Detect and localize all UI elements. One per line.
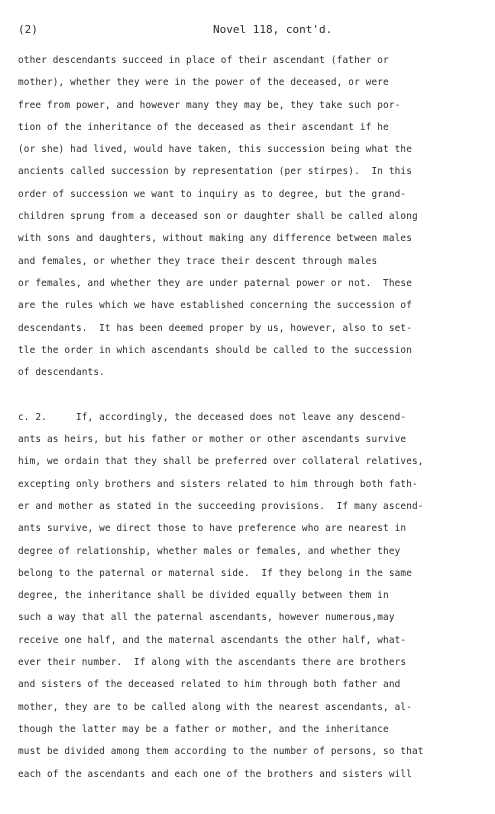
text-line: ever their number. If along with the ascendants there are brothers (18, 657, 407, 669)
text-line: are the rules which we have established concerning the succession of (18, 300, 413, 312)
text-line: mother), whether they were in the power of the deceased, or were (18, 77, 389, 89)
text-line: free from power, and however many they may be, they take such por- (18, 99, 401, 111)
text-line: (or she) had lived, would have taken, this succession being what the (18, 144, 413, 156)
text-line: ants survive, we direct those to have preference who are nearest in (18, 523, 407, 535)
text-line: c. 2. If, accordingly, the deceased does not leave any descend- (18, 411, 407, 423)
text-line: ants as heirs, but his father or mother or other ascendants survive (18, 434, 407, 446)
text-line: er and mother as stated in the succeeding provisions. If many ascend- (18, 500, 424, 512)
text-line: tion of the inheritance of the deceased as their ascendant if he (18, 121, 389, 133)
text-line: belong to the paternal or maternal side. If they belong in the same (18, 567, 413, 579)
text-line: degree, the inheritance shall be divided equally between them in (18, 590, 389, 602)
text-line: must be divided among them according to the number of persons, so that (18, 746, 424, 758)
page-header (18, 19, 478, 41)
text-line: or females, and whether they are under paternal power or not. These (18, 277, 413, 289)
text-line: receive one half, and the maternal ascendants the other half, what- (18, 634, 407, 646)
body-text (18, 50, 488, 786)
text-line: descendants. It has been deemed proper by us, however, also to set- (18, 322, 413, 334)
page-number: (2) (18, 23, 38, 36)
text-line: and sisters of the deceased related to him through both father and (18, 679, 401, 691)
text-line: mother, they are to be called along with the nearest ascendants, al- (18, 701, 413, 713)
text-line: each of the ascendants and each one of the brothers and sisters will (18, 768, 413, 780)
text-line: tle the order in which ascendants should be called to the succession (18, 344, 413, 356)
text-line: and females, or whether they trace their descent through males (18, 255, 378, 267)
text-line: with sons and daughters, without making any difference between males (18, 233, 413, 245)
running-title: Novel 118, cont'd. (213, 23, 333, 36)
text-line: degree of relationship, whether males or females, and whether they (18, 545, 401, 557)
paragraph-1 (18, 50, 488, 384)
text-line: excepting only brothers and sisters related to him through both fath- (18, 478, 418, 490)
text-line: such a way that all the paternal ascendants, however numerous,may (18, 612, 395, 624)
text-line: of descendants. (18, 367, 105, 379)
text-line: though the latter may be a father or mother, and the inheritance (18, 723, 389, 735)
paragraph-2 (18, 407, 488, 786)
text-line: him, we ordain that they shall be preferred over collateral relatives, (18, 456, 424, 468)
paragraph-gap (18, 384, 488, 406)
text-line: other descendants succeed in place of their ascendant (father or (18, 55, 389, 66)
text-line: children sprung from a deceased son or daughter shall be called along (18, 211, 418, 223)
text-line: order of succession we want to inquiry as to degree, but the grand- (18, 188, 407, 200)
text-line: ancients called succession by representation (per stirpes). In this (18, 166, 413, 178)
